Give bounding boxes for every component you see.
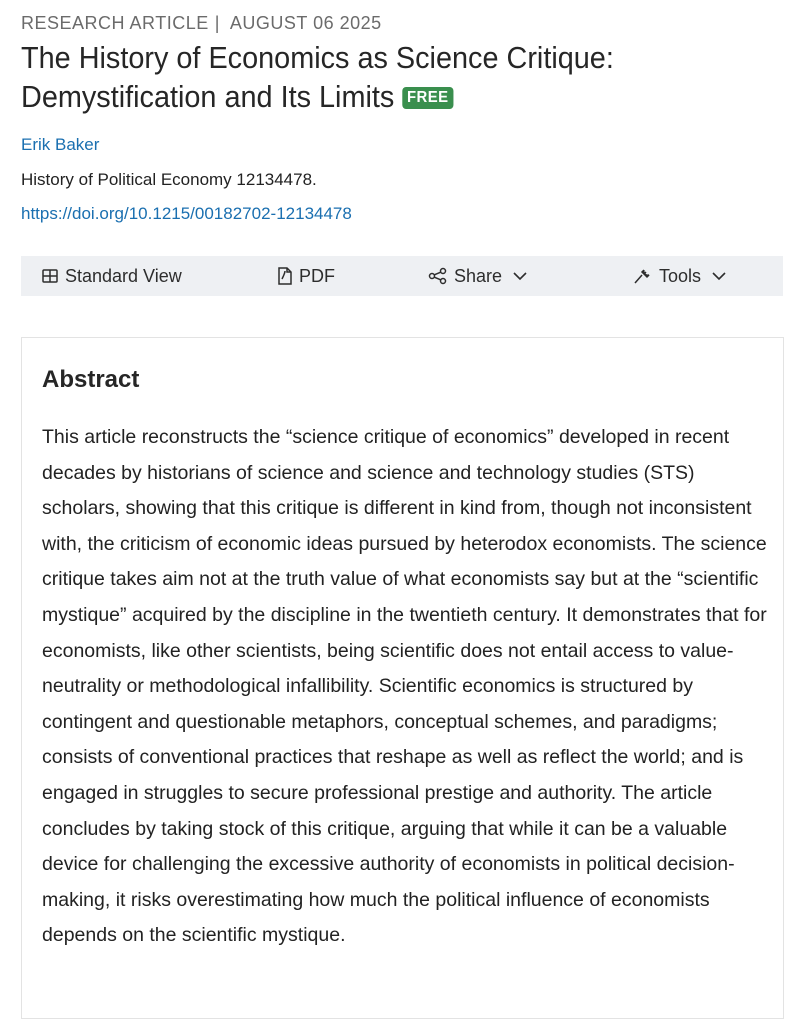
- abstract-heading: Abstract: [42, 366, 140, 393]
- doi-link[interactable]: https://doi.org/10.1215/00182702-12134478: [21, 204, 352, 223]
- tools-label: Tools: [659, 265, 702, 286]
- share-icon: [428, 267, 448, 285]
- article-title: [21, 38, 737, 116]
- pdf-icon: [277, 267, 293, 285]
- free-access-badge: FREE: [402, 87, 453, 109]
- share-button[interactable]: [428, 256, 528, 296]
- standard-view-icon: [41, 267, 59, 285]
- chevron-down-icon: [512, 271, 528, 281]
- standard-view-button[interactable]: [41, 256, 182, 296]
- standard-view-label: Standard View: [65, 265, 182, 286]
- tools-button[interactable]: [633, 256, 727, 296]
- article-type: RESEARCH ARTICLE: [21, 13, 209, 33]
- pdf-label: PDF: [299, 265, 335, 286]
- share-label: Share: [454, 265, 503, 286]
- abstract-text: This article reconstructs the “science critique of economics” developed in recent decades by historians of science and science and technology studies (STS) scholars, showing that this critique is different in kind from, though not inconsistent with, the criticism of economic ideas pursued by heterodox economists. The science critique takes aim not at the truth value of what economists say but at the “scientific mystique” acquired by the discipline in the twentieth century. It demonstrates that for economists, like other scientists, being scientific does not entail access to value-neutrality or methodological infallibility. Scientific economics is structured by contingent and questionable metaphors, conceptual schemes, and paradigms; consists of conventional practices that reshape as well as reflect the world; and is engaged in struggles to secure professional prestige and authority. The article concludes by taking stock of this critique, arguing that while it can be a valuable device for challenging the excessive authority of economists in political decision-making, it risks overestimating how much the political influence of economists depends on the scientific mystique.: [42, 426, 767, 947]
- chevron-down-icon: [711, 271, 727, 281]
- article-date: AUGUST 06 2025: [229, 13, 382, 33]
- author-link[interactable]: Erik Baker: [21, 135, 100, 154]
- article-toolbar: [21, 256, 783, 296]
- meta-separator: |: [214, 13, 220, 33]
- article-title-text: The History of Economics as Science Critique: Demystification and Its Limits: [21, 40, 614, 114]
- tools-icon: [633, 266, 653, 286]
- abstract-panel: [21, 337, 784, 1019]
- article-meta: [21, 13, 382, 34]
- journal-citation: History of Political Economy 12134478.: [21, 170, 317, 189]
- pdf-button[interactable]: [277, 256, 335, 296]
